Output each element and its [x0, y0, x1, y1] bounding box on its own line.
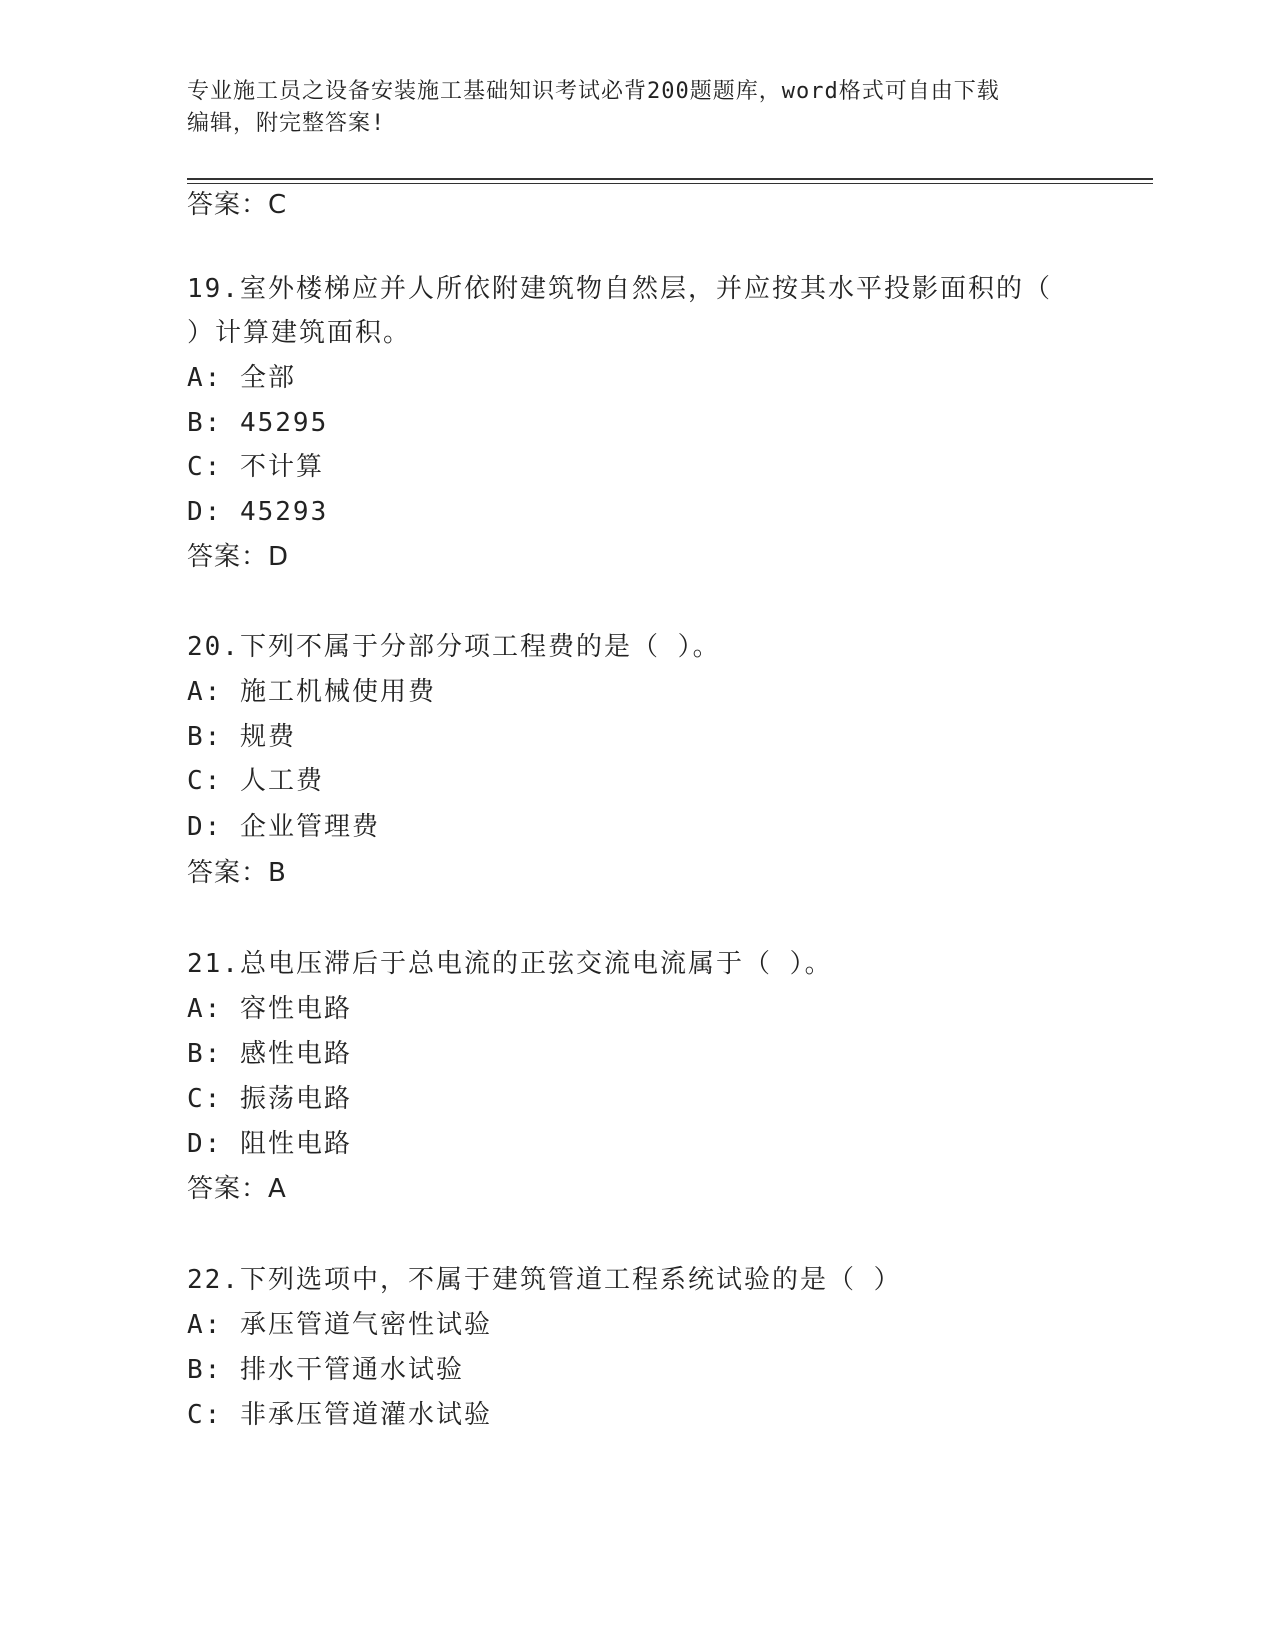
- document-header: [187, 76, 1067, 140]
- option-c: C: 人工费: [187, 766, 324, 796]
- option-b: B: 45295: [187, 408, 329, 438]
- option-a: A: 全部: [187, 363, 296, 393]
- option-a: A: 施工机械使用费: [187, 677, 436, 707]
- answer-line: 答案：B: [187, 858, 287, 888]
- option-d: D: 45293: [187, 497, 329, 527]
- option-c: C: 振荡电路: [187, 1084, 352, 1114]
- answer-line: 答案：A: [187, 1174, 287, 1204]
- option-b: B: 排水干管通水试验: [187, 1355, 464, 1385]
- header-divider: [187, 178, 1153, 184]
- question-stem: 20.下列不属于分部分项工程费的是（ ）。: [187, 632, 721, 662]
- option-d: D: 企业管理费: [187, 812, 380, 842]
- answer-line: 答案：C: [187, 190, 288, 220]
- option-d: D: 阻性电路: [187, 1129, 352, 1159]
- option-c: C: 不计算: [187, 452, 324, 482]
- option-b: B: 感性电路: [187, 1039, 352, 1069]
- option-c: C: 非承压管道灌水试验: [187, 1400, 492, 1430]
- question-stem: 19.室外楼梯应并人所依附建筑物自然层，并应按其水平投影面积的（: [187, 274, 1052, 304]
- header-line-2: 编辑，附完整答案!: [187, 111, 386, 136]
- question-stem: 22.下列选项中，不属于建筑管道工程系统试验的是（ ）: [187, 1265, 902, 1295]
- option-a: A: 承压管道气密性试验: [187, 1310, 492, 1340]
- header-line-1: 专业施工员之设备安装施工基础知识考试必背200题题库，word格式可自由下载: [187, 79, 1000, 104]
- option-b: B: 规费: [187, 722, 296, 752]
- question-stem: 21.总电压滞后于总电流的正弦交流电流属于（ ）。: [187, 949, 833, 979]
- answer-line: 答案：D: [187, 542, 290, 572]
- question-stem-cont: ）计算建筑面积。: [187, 318, 412, 348]
- option-a: A: 容性电路: [187, 994, 352, 1024]
